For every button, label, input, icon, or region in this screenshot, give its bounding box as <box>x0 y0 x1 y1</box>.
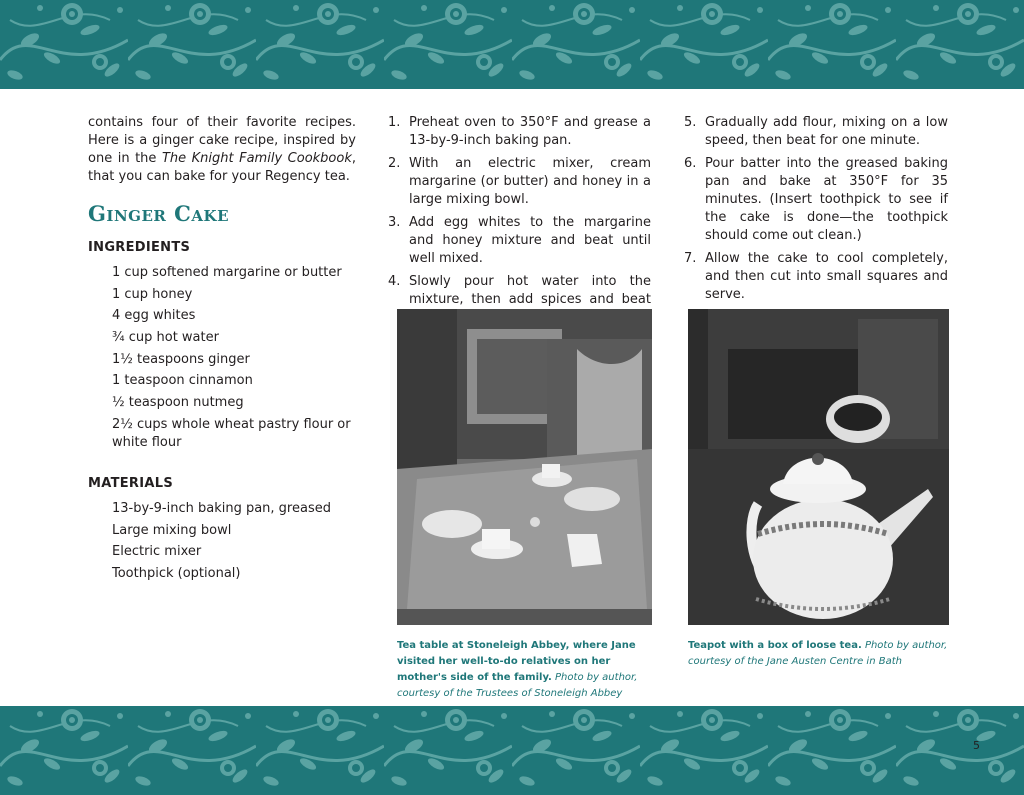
ingredient-item: 1 teaspoon cinnamon <box>112 373 253 389</box>
recipe-step <box>684 155 948 245</box>
materials-heading: MATERIALS <box>88 476 173 491</box>
ingredients-heading: INGREDIENTS <box>88 240 191 255</box>
steps-list-middle <box>388 114 651 332</box>
material-item: 13-by-9-inch baking pan, greased <box>112 501 331 516</box>
recipe-step <box>388 214 651 268</box>
step-text: Pour batter into the greased baking pan and bake at 350°F for 35 minutes. (Insert toothpick to see if the cake is done—the toothpick should come out clean.) <box>705 156 948 243</box>
ingredient-item: 1 cup honey <box>112 286 193 302</box>
caption-credit: Photo by author, courtesy of the Trustees of Stoneleigh Abbey <box>397 672 638 699</box>
step-number: 4. <box>388 274 401 289</box>
step-number: 7. <box>684 251 697 266</box>
tea-table-photo <box>397 309 652 625</box>
material-item: Large mixing bowl <box>112 522 232 538</box>
caption-title: Tea table at Stoneleigh Abbey, where Jane visited her well-to-do relatives on her mother's side of the family. <box>397 640 636 683</box>
caption-title: Teapot with a box of loose tea. <box>688 640 862 651</box>
ingredients-list <box>112 264 352 456</box>
teapot-photo <box>688 309 949 625</box>
recipe-step <box>684 250 948 304</box>
ingredient-item: 4 egg whites <box>112 308 196 324</box>
step-number: 2. <box>388 156 401 171</box>
recipe-title: Ginger Cake <box>88 201 230 226</box>
ingredient-item: ½ teaspoon nutmeg <box>112 395 244 411</box>
steps-list-right <box>684 114 948 309</box>
bottom-decorative-band <box>0 706 1024 795</box>
ingredient-item: 1½ teaspoons ginger <box>112 351 250 367</box>
step-number: 5. <box>684 115 697 130</box>
recipe-step <box>684 114 948 150</box>
step-text: Preheat oven to 350°F and grease a 13-by-9-inch baking pan. <box>409 115 651 148</box>
tea-table-caption <box>397 638 652 702</box>
step-text: Slowly pour hot water into the mixture, then add spices and beat <box>409 274 651 307</box>
ingredient-item: 2½ cups whole wheat pastry flour or white flour <box>112 416 351 450</box>
step-text: Allow the cake to cool completely, and then cut into small squares and serve. <box>705 251 948 302</box>
top-decorative-band <box>0 0 1024 89</box>
step-text: With an electric mixer, cream margarine (or butter) and honey in a large mixing bowl. <box>409 156 651 207</box>
ingredient-item: 1 cup softened margarine or butter <box>112 265 342 280</box>
teapot-caption <box>688 638 950 670</box>
recipe-step <box>388 114 651 150</box>
material-item: Toothpick (optional) <box>112 566 241 582</box>
step-text: Add egg whites to the margarine and honey mixture and beat until well mixed. <box>409 215 651 266</box>
step-text: Gradually add flour, mixing on a low speed, then beat for one minute. <box>705 115 948 148</box>
material-item: Electric mixer <box>112 544 202 560</box>
page-number: 5 <box>973 739 980 752</box>
ingredient-item: ¾ cup hot water <box>112 330 219 346</box>
step-number: 3. <box>388 215 401 230</box>
step-number: 6. <box>684 156 697 171</box>
materials-list <box>112 500 352 587</box>
caption-credit: Photo by author, courtesy of the Jane Austen Centre in Bath <box>688 640 948 667</box>
intro-text-after: , that you can bake for your Regency tea. <box>88 151 356 184</box>
intro-paragraph <box>88 114 356 186</box>
recipe-step <box>388 155 651 209</box>
step-number: 1. <box>388 115 401 130</box>
intro-book-title: The Knight Family Cookbook <box>161 151 352 166</box>
intro-text-before: contains four of their favorite recipes. Here is a ginger cake recipe, inspired by one in the <box>88 115 356 166</box>
